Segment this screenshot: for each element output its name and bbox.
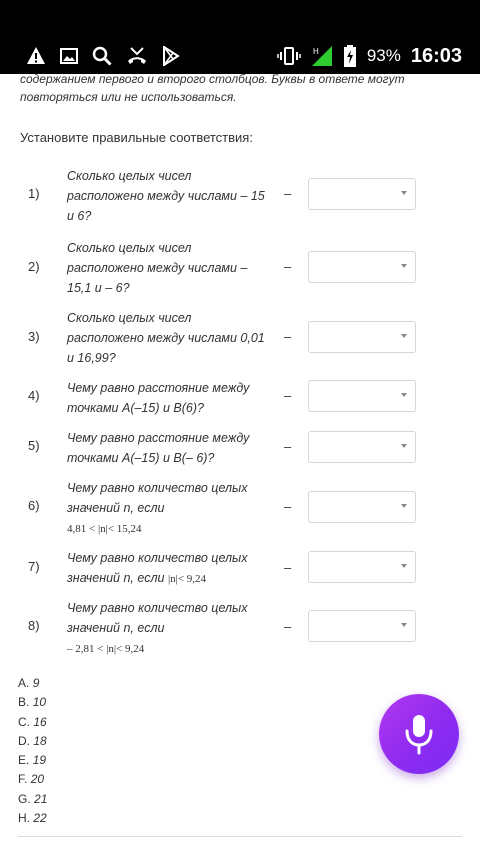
chevron-down-icon	[401, 623, 407, 627]
answer-select-8[interactable]	[308, 610, 416, 642]
math-expression: – 2,81 < |n|< 9,24	[67, 643, 145, 655]
option-value: 22	[33, 811, 47, 826]
option-item	[18, 732, 47, 751]
play-store-icon	[162, 46, 180, 66]
math-expression: 4,81 < |n|< 15,24	[67, 523, 142, 535]
option-letter: G.	[18, 791, 31, 806]
dash: –	[284, 619, 292, 634]
question-text	[67, 478, 267, 539]
dash: –	[284, 329, 292, 344]
search-icon	[92, 46, 112, 66]
option-value: 9	[32, 676, 40, 690]
question-text-body: Чему равно количество целых значений n, если	[67, 481, 248, 515]
answer-options-list	[18, 674, 47, 828]
chevron-down-icon	[401, 504, 407, 508]
dash: –	[284, 560, 292, 575]
chevron-down-icon	[401, 191, 407, 195]
option-letter: E.	[18, 753, 30, 768]
question-text: Чему равно расстояние между точками A(–15) и B(– 6)?	[67, 431, 250, 465]
option-letter: B.	[18, 695, 30, 710]
dash: –	[284, 186, 292, 201]
option-value: 10	[32, 695, 47, 710]
battery-percent: 93%	[366, 46, 401, 65]
question-number: 6)	[28, 498, 40, 513]
answer-select-6[interactable]	[308, 491, 416, 523]
warning-icon	[26, 46, 46, 66]
question-text: Сколько целых чисел расположено между числами – 15,1 и – 6?	[67, 241, 248, 295]
option-letter: A.	[18, 676, 30, 690]
chevron-down-icon	[401, 334, 407, 338]
chevron-down-icon	[401, 564, 407, 568]
question-number: 3)	[28, 329, 40, 344]
chevron-down-icon	[401, 444, 407, 448]
question-text-body: Чему равно количество целых значений n, если	[67, 601, 248, 635]
question-text	[67, 598, 267, 659]
answer-select-7[interactable]	[308, 551, 416, 583]
option-letter: H.	[18, 811, 30, 826]
voice-input-button[interactable]	[379, 694, 459, 774]
option-item	[18, 809, 47, 828]
dash: –	[284, 388, 292, 403]
option-value: 16	[33, 714, 47, 729]
top-black-bar	[0, 0, 480, 38]
answer-select-2[interactable]	[308, 251, 416, 283]
question-number: 7)	[28, 559, 40, 574]
math-expression: |n|< 9,24	[167, 573, 207, 585]
page-content	[0, 74, 480, 854]
dash: –	[284, 259, 292, 274]
question-text	[67, 548, 267, 589]
option-item	[18, 693, 47, 712]
answer-select-4[interactable]	[308, 380, 416, 412]
option-item	[18, 770, 47, 789]
image-icon	[60, 47, 78, 65]
divider	[18, 836, 462, 837]
signal-icon	[311, 45, 333, 67]
option-value: 21	[34, 791, 48, 806]
answer-select-1[interactable]	[308, 178, 416, 210]
option-item	[18, 790, 47, 809]
chevron-down-icon	[401, 264, 407, 268]
chevron-down-icon	[401, 393, 407, 397]
battery-charging-icon	[343, 45, 357, 67]
dash: –	[284, 439, 292, 454]
answer-select-5[interactable]	[308, 431, 416, 463]
option-letter: D.	[18, 733, 30, 748]
option-letter: C.	[18, 714, 30, 729]
question-text: Сколько целых чисел расположено между числами 0,01 и 16,99?	[67, 311, 265, 365]
question-text: Сколько целых чисел расположено между числами – 15 и 6?	[67, 169, 265, 223]
microphone-icon	[402, 713, 436, 755]
missed-call-icon	[126, 46, 148, 66]
question-number: 1)	[28, 186, 40, 201]
option-item	[18, 674, 47, 693]
clock-time: 16:03	[410, 44, 462, 67]
option-value: 20	[30, 772, 45, 787]
option-item	[18, 751, 47, 770]
question-number: 5)	[28, 438, 40, 453]
answer-select-3[interactable]	[308, 321, 416, 353]
question-number: 8)	[28, 618, 40, 633]
vibrate-icon	[277, 46, 301, 66]
svg-text:H: H	[312, 47, 319, 56]
dash: –	[284, 499, 292, 514]
option-value: 18	[33, 733, 47, 748]
question-text: Чему равно расстояние между точками A(–15) и B(6)?	[67, 381, 250, 415]
question-text-body: Чему равно количество целых значений n, если	[67, 551, 248, 585]
intro-text: содержанием первого и второго столбцов. Буквы в ответе могут повторяться или не использоваться.	[20, 74, 405, 104]
status-bar	[0, 38, 480, 74]
option-value: 19	[32, 753, 47, 768]
question-number: 4)	[28, 388, 40, 403]
question-number: 2)	[28, 259, 40, 274]
task-title: Установите правильные соответствия:	[20, 130, 253, 145]
option-item	[18, 713, 47, 732]
option-letter: F.	[18, 772, 28, 787]
